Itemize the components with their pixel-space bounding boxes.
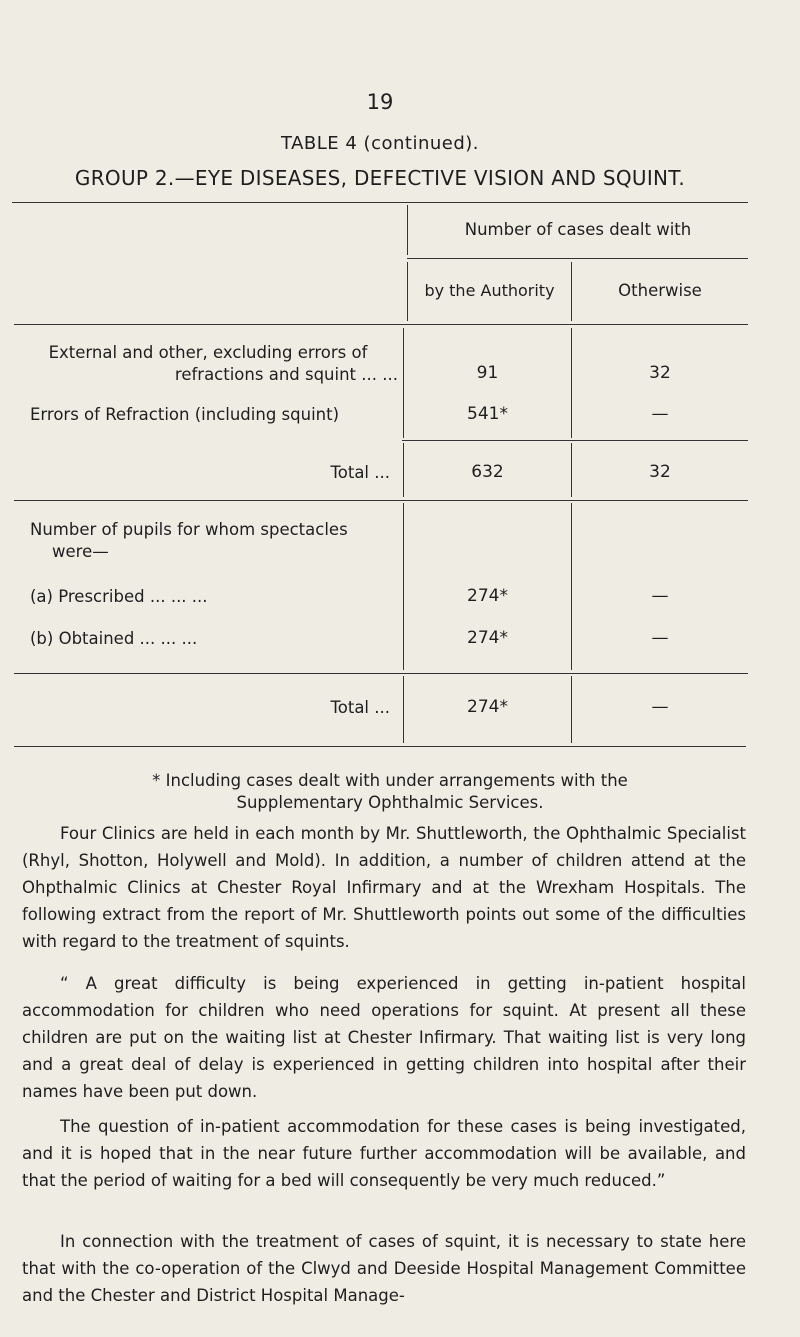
group-title: GROUP 2.—EYE DISEASES, DEFECTIVE VISION AND SQUINT. (74, 166, 686, 190)
header-by-authority: by the Authority (424, 281, 555, 300)
cell-errors-otherwise: — (651, 404, 669, 424)
cell-total2-otherwise: — (651, 697, 669, 717)
row-label-total-1: Total ... (330, 463, 390, 482)
footnote-line1: * Including cases dealt with under arrangements with the (152, 771, 628, 790)
paragraph-quote-2 (22, 1113, 746, 1194)
cell-total2-authority: 274* (467, 697, 508, 717)
paragraph-quote-2-text: The question of in-patient accommodation for these cases is being investigated, and it is hoped that in the near future further accommodation will be available, and that the period of waiting for a bed will consequently be very much reduced.” (22, 1117, 746, 1190)
row-label-external-line2: refractions and squint ... ... (174, 365, 398, 384)
row-label-external (18, 342, 398, 386)
cell-obtained-authority: 274* (467, 628, 508, 648)
row-label-spectacles-line1: Number of pupils for whom spectacles (30, 520, 348, 539)
paragraph-quote-1-text: “ A great difficulty is being experienced in getting in-patient hospital accommodation for children who need operations for squint. At present all these children are put on the waiting list at Chester Infirmary. That waiting list is very long and a great deal of delay is experienced in getting children into hospital after their names have been put down. (22, 974, 746, 1101)
header-otherwise: Otherwise (618, 281, 702, 300)
row-label-spectacles (30, 519, 390, 563)
cell-external-authority: 91 (476, 363, 499, 383)
cell-total1-otherwise: 32 (649, 462, 671, 482)
row-label-prescribed: (a) Prescribed ... ... ... (30, 587, 208, 606)
row-label-total-2: Total ... (330, 698, 390, 717)
page-number: 19 (366, 90, 394, 114)
paragraph-clinics (22, 820, 746, 955)
cell-obtained-otherwise: — (651, 628, 669, 648)
paragraph-connection (22, 1228, 746, 1309)
paragraph-clinics-text: Four Clinics are held in each month by Mr. Shuttleworth, the Ophthalmic Specialist (Rhyl, Shotton, Holywell and Mold). In addition, a number of children attend at the Ohpthalmic Clinics at Chester Royal Infirmary and at the Wrexham Hospitals. The following extract from the report of Mr. Shuttleworth points out some of the difficulties with regard to the treatment of squints. (22, 824, 746, 951)
cell-errors-authority: 541* (467, 404, 508, 424)
cell-prescribed-authority: 274* (467, 586, 508, 606)
cell-total1-authority: 632 (471, 462, 504, 482)
paragraph-quote-1 (22, 970, 746, 1105)
header-cases-dealt-with: Number of cases dealt with (464, 220, 692, 239)
cell-external-otherwise: 32 (649, 363, 671, 383)
row-label-errors-refraction: Errors of Refraction (including squint) (30, 405, 340, 424)
paragraph-connection-text: In connection with the treatment of cases of squint, it is necessary to state here that with the co-operation of the Clwyd and Deeside Hospital Management Committee and the Chester and District Hospital Manage- (22, 1232, 746, 1305)
row-label-external-line1: External and other, excluding errors of (48, 343, 368, 362)
footnote (40, 770, 740, 814)
row-label-spectacles-line2: were— (52, 542, 109, 561)
row-label-obtained: (b) Obtained ... ... ... (30, 629, 198, 648)
cell-prescribed-otherwise: — (651, 586, 669, 606)
table-caption: TABLE 4 (continued). (280, 133, 479, 154)
footnote-line2: Supplementary Ophthalmic Services. (236, 793, 544, 812)
